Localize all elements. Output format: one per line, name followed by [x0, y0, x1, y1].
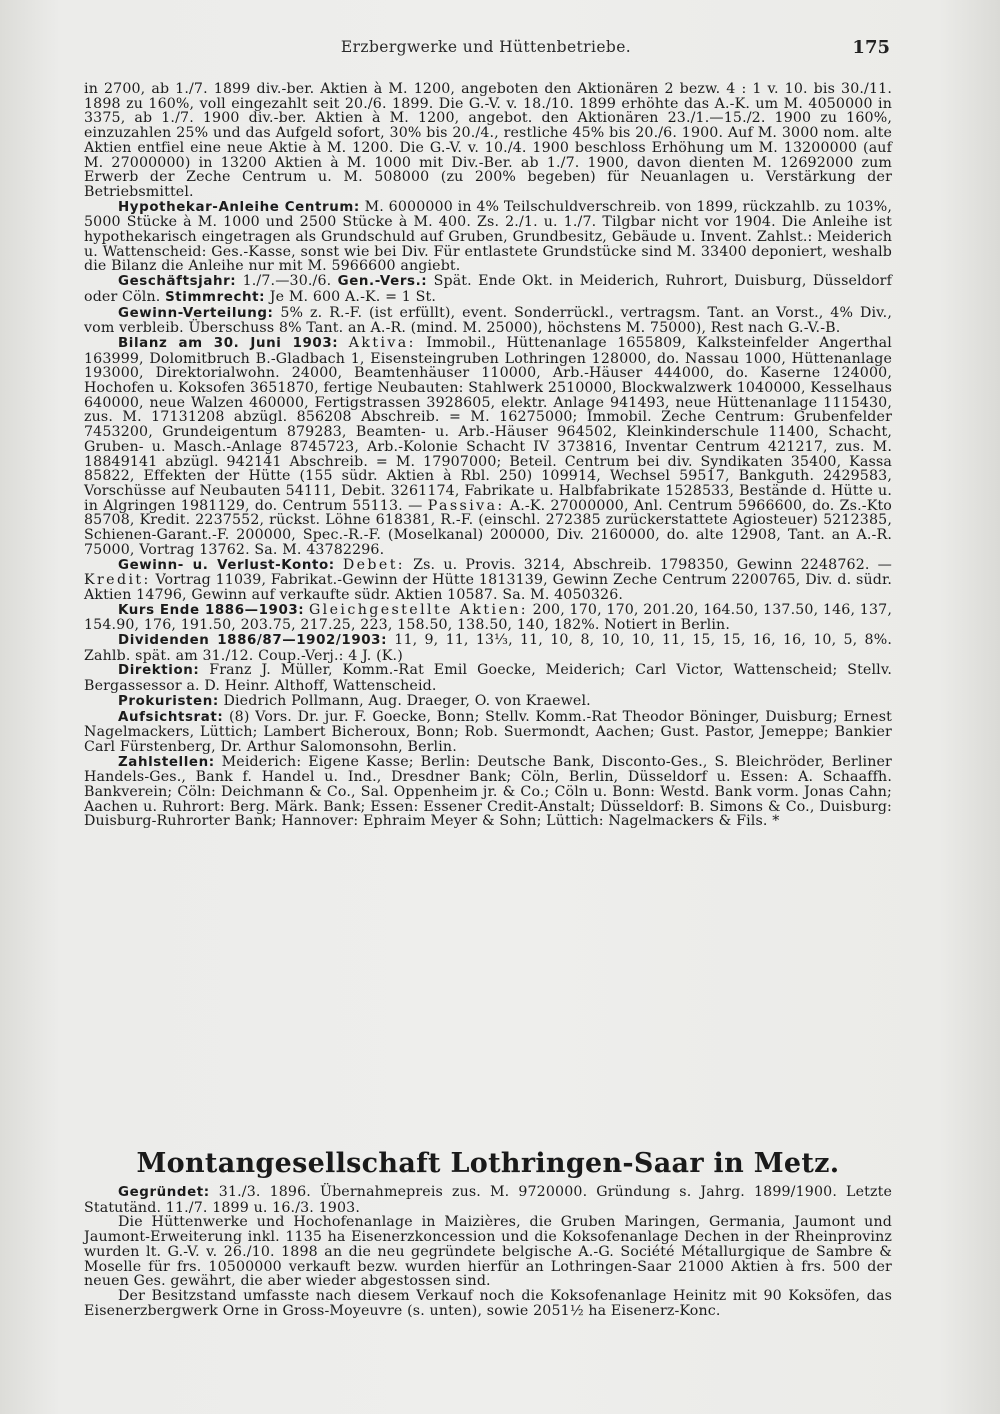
share-price-paragraph: [84, 603, 892, 633]
page-number: 175: [852, 37, 890, 58]
sale-paragraph: Die Hüttenwerke und Hochofenanlage in Maizières, die Gruben Maringen, Germania, Jaumont und Jaumont-Erweiterung inkl. 1135 ha Eisenerzkoncession und die Koksofenanlage Dechen in der Rheinprovinz wurden lt. G.-V. v. 26./10. 1898 an die neu gegründete belgische A.-G. Société Métallurgique de Sambre & Moselle für frs. 10500000 verkauft bezw. wurden hierfür an Lothringen-Saar 21000 Aktien à frs. 500 der neuen Ges. gewährt, die aber wieder abgestossen sind.: [84, 1214, 892, 1290]
business-year-paragraph: [84, 274, 892, 305]
paying-agents-label: Zahlstellen:: [118, 754, 215, 770]
founded-text: 31./3. 1896. Übernahmepreis zus. M. 9720000. Gründung s. Jahrg. 1899/1900. Letzte Statutänd. 11./7. 1899 u. 16./3. 1903.: [84, 1184, 892, 1216]
company-entry-new: [84, 1185, 892, 1318]
share-price-text: 200, 170, 170, 201.20, 164.50, 137.50, 146, 137, 154.90, 176, 191.50, 203.75, 217.25, 223, 158.50, 138.50, 140, 182%. Notiert in Berlin.: [84, 601, 892, 634]
running-title: Erzbergwerke und Hüttenbetriebe.: [340, 38, 632, 56]
company-entry-continued: [84, 82, 892, 829]
debit-label: Debet:: [342, 556, 405, 573]
mortgage-loan-label: Hypothekar-Anleihe Centrum:: [118, 199, 360, 215]
founded-label: Gegründet:: [118, 1185, 210, 1200]
profit-distribution-paragraph: [84, 306, 892, 336]
credit-label: Kredit:: [84, 572, 151, 589]
credit-text: Vortrag 11039, Fabrikat.-Gewinn der Hütte 1813139, Gewinn Zeche Centrum 2200765, Div. d. südr. Aktien 14796, Gewinn auf verkaufte südr. Aktien 10587. Sa. M. 4050326.: [84, 572, 892, 603]
authorized-officers-text: Diedrich Pollmann, Aug. Draeger, O. von Kraewel.: [218, 692, 591, 709]
business-year-label: Geschäftsjahr:: [118, 274, 237, 290]
assets-label: Aktiva:: [348, 334, 416, 351]
company-title: Montangesellschaft Lothringen-Saar in Metz.: [136, 1148, 840, 1179]
profit-loss-paragraph: [84, 558, 892, 603]
mortgage-loan-paragraph: [84, 200, 892, 275]
dividends-label: Dividenden 1886/87—1902/1903:: [118, 633, 388, 649]
mortgage-loan-text: M. 6000000 in 4% Teilschuldverschreib. von 1899, rückzahlb. zu 103%, 5000 Stücke à M. 1000 und 2500 Stücke à M. 400. Zs. 2./1. u. 1./7. Tilgbar nicht vor 1904. Die Anleihe ist hypothekarisch eingetragen als Grundschuld auf Gruben, Grundbesitz, Gebäude u. Invent. Zahlst.: Meiderich u. Wattenscheid: Ges.-Kasse, sonst wie bei Div. Für entlastete Grundstücke sind M. 33400 deponiert, weshalb die Bilanz die Anleihe nur mit M. 5966600 angiebt.: [84, 198, 892, 275]
supervisory-board-text: (8) Vors. Dr. jur. F. Goecke, Bonn; Stellv. Komm.-Rat Theodor Böninger, Duisburg; Ernest Nagelmackers, Lüttich; Lambert Bicheroux, Bonn; Rob. Suermondt, Aachen; Gust. Pastor, Jemeppe; Bankier Carl Fürstenberg, Dr. Arthur Salomonsohn, Berlin.: [84, 708, 892, 755]
holdings-paragraph: Der Besitzstand umfasste nach diesem Verkauf noch die Koksofenanlage Heinitz mit 90 Koksöfen, das Eisenerzbergwerk Orne in Gross-Moyeuvre (s. unten), sowie 2051½ ha Eisenerz-Konc.: [84, 1287, 892, 1319]
management-text: Franz J. Müller, Komm.-Rat Emil Goecke, Meiderich; Carl Victor, Wattenscheid; Stellv. Bergassessor a. D. Heinr. Althoff, Wattenscheid.: [84, 662, 892, 695]
profit-loss-label: Gewinn- u. Verlust-Konto:: [118, 557, 335, 573]
paying-agents-text: Meiderich: Eigene Kasse; Berlin: Deutsche Bank, Disconto-Ges., S. Bleichröder, Berliner Handels-Ges., Bank f. Handel u. Ind., Dresdner Bank; Cöln, Berlin, Düsseldorf u. Essen: A. Schaaffh. Bankverein; Cöln: Deichmann & Co., Sal. Oppenheim jr. & Co.; Cöln u. Bonn: Westd. Bank vorm. Jonas Cahn; Aachen u. Ruhrort: Berg. Märk. Bank; Essen: Essener Credit-Anstalt; Düsseldorf: B. Simons & Co., Duisburg: Duisburg-Ruhrorter Bank; Hannover: Ephraim Meyer & Sohn; Lüttich: Nagelmackers & Fils. *: [84, 753, 892, 830]
share-price-label: Kurs Ende 1886—1903:: [118, 602, 305, 618]
supervisory-board-label: Aufsichtsrat:: [118, 709, 224, 725]
profit-distribution-label: Gewinn-Verteilung:: [118, 305, 274, 321]
share-price-class: Gleichgestellte Aktien:: [308, 601, 528, 618]
liabilities-label: Passiva:: [427, 497, 505, 514]
paying-agents-paragraph: [84, 755, 892, 830]
capital-history-paragraph: in 2700, ab 1./7. 1899 div.-ber. Aktien à M. 1200, angeboten den Aktionären 2 bezw. 4 : 1 v. 10. bis 30./11. 1898 zu 160%, voll eingezahlt seit 20./6. 1899. Die G.-V. v. 18./10. 1899 erhöhte das A.-K. um M. 4050000 in 3375, ab 1./7. 1900 div.-ber. Aktien à M. 1200, angebot. den Aktionären 23./1.—15./2. 1900 zu 160%, einzuzahlen 25% und das Aufgeld sofort, 30% bis 20./4., restliche 45% bis 20./6. 1900. Auf M. 3000 nom. alte Aktien entfiel eine neue Aktie à M. 1200. Die G.-V. v. 10./4. 1900 beschloss Erhöhung um M. 13200000 (auf M. 27000000) in 13200 Aktien à M. 1000 mit Div.-Ber. ab 1./7. 1900, davon dienten M. 12692000 zum Erwerb der Zeche Centrum u. M. 508000 (zu 200% begeben) für Neuanlagen u. Verstärkung der Betriebsmittel.: [84, 81, 892, 200]
authorized-officers-label: Prokuristen:: [118, 693, 219, 709]
balance-sheet-paragraph: [84, 336, 892, 558]
debit-text: Zs. u. Provis. 3214, Abschreib. 1798350, Gewinn 2248762. —: [405, 556, 892, 573]
general-meeting-text: Spät. Ende Okt. in Meiderich, Ruhrort, Duisburg, Düsseldorf oder Cöln.: [84, 273, 892, 305]
liabilities-text: A.-K. 27000000, Anl. Centrum 5966600, do. Zs.-Kto 85708, Kredit. 2237552, rückst. Löhne 618381, R.-F. (einschl. 272385 zurückerstattete Agiosteuer) 5212385, Schienen-Garant.-F. 200000, Spec.-R.-F. (Moselkanal) 200000, Div. 2160000, do. alte 12908, Tant. an A.-R. 75000, Vortrag 13762. Sa. M. 43782296.: [84, 497, 892, 558]
management-label: Direktion:: [118, 663, 200, 679]
profit-distribution-text: 5% z. R.-F. (ist erfüllt), event. Sonderrückl., vertragsm. Tant. an Vorst., 4% Div., vom verbleib. Überschuss 8% Tant. an A.-R. (mind. M. 25000), höchstens M. 75000), Rest nach G.-V.-B.: [84, 304, 892, 337]
assets-text: Immobil., Hüttenanlage 1655809, Kalksteinfelder Angerthal 163999, Dolomitbruch B.-Gladbach 1, Eisensteingruben Lothringen 128000, do. Nassau 1000, Hüttenanlage 193000, Direktorialwohn. 24000, Beamtenhäuser 110000, Arb.-Häuser 444000, do. Kaserne 124000, Hochofen u. Koksofen 3651870, fertige Neubauten: Stahlwerk 2510000, Blockwalzwerk 1040000, Kesselhaus 640000, neue Walzen 460000, Fertigstrassen 3928605, elektr. Anlage 941493, neue Hüttenanlage 1115430, zus. M. 17131208 abzügl. 856208 Abschreib. = M. 16275000; Immobil. Zeche Centrum: Grubenfelder 7453200, Grundeigentum 879283, Beamten- u. Arb.-Häuser 964502, Kleinkinderschule 11400, Schacht, Gruben- u. Masch.-Anlage 8745723, Arb.-Kolonie Schacht IV 373816, Inventar Centrum 421217, zus. M. 18849141 abzügl. 942141 Abschreib. = M. 17907000; Beteil. Centrum bei div. Syndikaten 35400, Kassa 85822, Effekten der Hütte (155 südr. Aktien à Rbl. 250) 109914, Wechsel 59517, Bankguth. 2429583, Vorschüsse auf Neubauten 54111, Debit. 3261174, Fabrikate u. Halbfabrikate 1528533, Bestände d. Hütte u. in Algringen 1981129, do. Centrum 55113. —: [84, 334, 892, 514]
business-year-text: 1./7.—30./6.: [236, 273, 338, 290]
voting-right-label: Stimmrecht:: [165, 289, 266, 305]
voting-right-text: Je M. 600 A.-K. = 1 St.: [265, 288, 436, 305]
authorized-officers-paragraph: [84, 694, 892, 710]
founded-paragraph: [84, 1185, 892, 1215]
dividends-paragraph: [84, 633, 892, 663]
dividends-text: 11, 9, 11, 13⅓, 11, 10, 8, 10, 10, 11, 15, 15, 16, 16, 10, 5, 8%. Zahlb. spät. am 31./12. Coup.-Verj.: 4 J. (K.): [84, 632, 892, 664]
balance-sheet-label: Bilanz am 30. Juni 1903:: [118, 335, 339, 351]
management-paragraph: [84, 663, 892, 693]
page-header: [80, 38, 892, 60]
supervisory-board-paragraph: [84, 710, 892, 755]
general-meeting-label: Gen.-Vers.:: [337, 274, 428, 290]
